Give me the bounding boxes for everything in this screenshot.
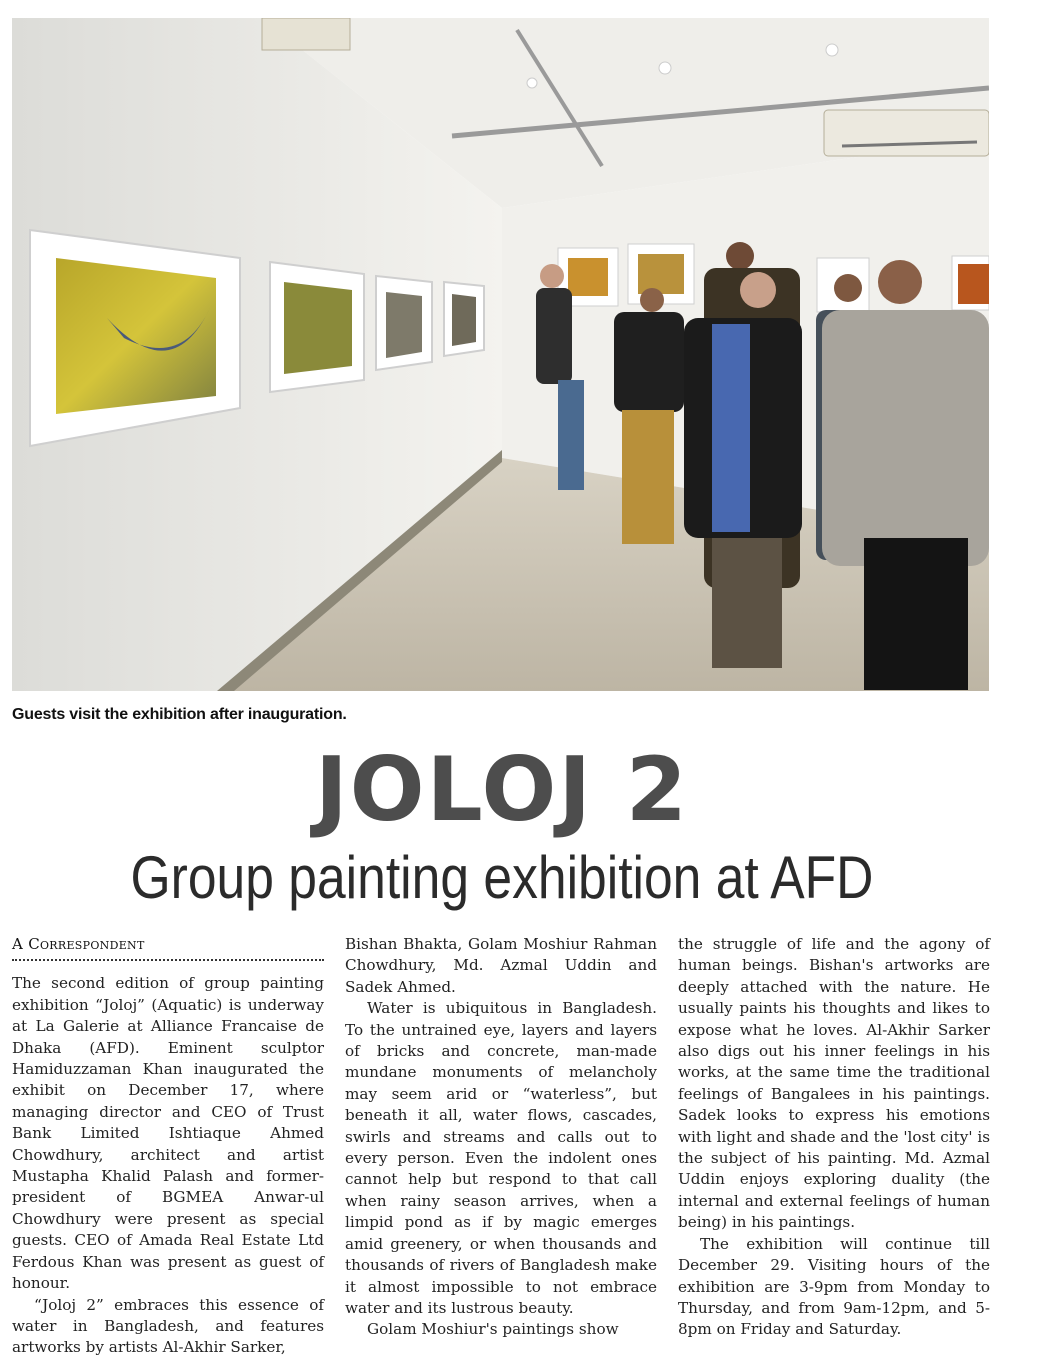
kicker-title: JOLOJ 2 (315, 738, 689, 841)
byline: A Correspondent (12, 935, 145, 953)
article-column-1 (12, 934, 324, 1359)
headline: Group painting exhibition at AFD (130, 844, 874, 911)
paragraph: The second edition of group painting exhibition “Joloj” (Aquatic) is underway at La Galerie at Alliance Francaise de Dhaka (AFD). Eminent sculptor Hamiduzzaman Khan inaugurated the exhibit on December 17, where managing director and CEO of Trust Bank Limited Ishtiaque Ahmed Chowdhury, architect and artist Mustapha Khalid Palash and former-president of BGMEA Anwar-ul Chowdhury were present as special guests. CEO of Amada Real Estate Ltd Ferdous Khan was present as guest of honour. (12, 974, 324, 1293)
photo-caption: Guests visit the exhibition after inauguration. (12, 706, 347, 723)
paragraph: Bishan Bhakta, Golam Moshiur Rahman Chowdhury, Md. Azmal Uddin and Sadek Ahmed. (345, 935, 657, 996)
exhibition-photo (12, 18, 989, 691)
paragraph: “Joloj 2” embraces this essence of water in Bangladesh, and features artworks by artists Al-Akhir Sarker, (12, 1295, 324, 1357)
article-column-3 (678, 934, 990, 1341)
paragraph: Water is ubiquitous in Bangladesh. To the untrained eye, layers and layers of bricks and concrete, man-made mundane monuments of melancholy may seem arid or “waterless”, but beneath it all, water flows, cascades, swirls and streams and calls out to every person. Even the indolent ones cannot help but respond to that call when rainy season arrives, when a limpid pond as if by magic emerges amid greenery, or when thousands and thousands of rivers of Bangladesh make it almost impossible to not embrace water and its lustrous beauty. (345, 999, 657, 1317)
paragraph: The exhibition will continue till December 29. Visiting hours of the exhibition are 3-9pm from Monday to Thursday, and from 9am-12pm, and 5-8pm on Friday and Saturday. (678, 1234, 990, 1339)
paragraph: Golam Moshiur's paintings show (367, 1320, 619, 1339)
paragraph: the struggle of life and the agony of human beings. Bishan's artworks are deeply attached with the nature. He usually paints his thoughts and likes to expose what he loves. Al-Akhir Sarker also digs out his inner feelings in his works, at the same time the traditional feelings of Bangalees in his paintings. Sadek looks to express his emotions with light and shade and the 'lost city' is the subject of his painting. Md. Azmal Uddin enjoys exploring duality (the internal and external feelings of human being) in his paintings. (678, 935, 990, 1232)
article-column-2 (345, 934, 657, 1341)
byline-divider (12, 959, 324, 961)
